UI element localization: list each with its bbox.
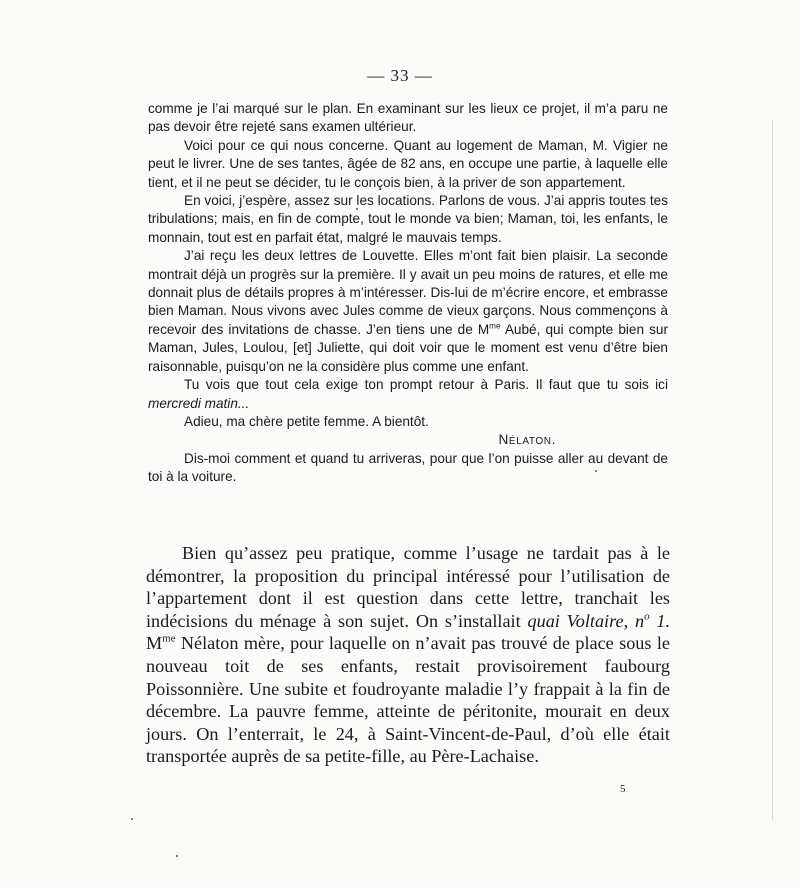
- letter-paragraph-4-start: J’ai reçu les deux lettres de Louvette. Elles m’ont fait bien plaisir. La seconde montrait déjà un progrès sur la première. Il y avait un peu moins de ratures, et elle me donnait plus de détails propres à m’intéresser. Dis-lui de m’écrire encore, et embrasse bien Maman. Nous vivons avec Jules comme de vieux garçons. Nous commençons à recevoir des invitations de chasse. J’en tiens une de M: [148, 248, 668, 337]
- signature-mark: 5: [620, 783, 626, 795]
- letter-postscript: Dis-moi comment et quand tu arriveras, pour que l’on puisse aller au devant de toi à la voiture.: [148, 450, 668, 485]
- scan-speck: [595, 470, 597, 472]
- letter-paragraph-5-emphasis: mercredi matin...: [148, 395, 250, 411]
- letter-paragraph-3: En voici, j’espère, assez sur les locations. Parlons de vous. J’ai appris toutes tes tribulations; mais, en fin de compte, tout le monde va bien; Maman, toi, les enfants, le monnain, tout est en parfait état, malgré le mauvais temps.: [148, 193, 668, 245]
- scan-speck: [176, 855, 178, 857]
- scan-speck: [356, 208, 358, 210]
- narrative-paragraph: [146, 542, 670, 768]
- superscript-o: o: [644, 610, 650, 623]
- letter-paragraph-4: [148, 247, 668, 376]
- quoted-letter: [148, 100, 668, 487]
- letter-paragraph-1: comme je l’ai marqué sur le plan. En examinant sur les lieux ce projet, il m’a paru ne pas devoir être rejeté sans examen ultérieur.: [148, 101, 668, 135]
- narrative-part-3: Nélaton mère, pour laquelle on n’avait pas trouvé de place sous le nouveau toit de ses enfants, restait provisoirement faubourg Poissonnière. Une subite et foudroyante maladie l’y frappait à la fin de décembre. La pauvre femme, atteinte de péritonite, mourait en deux jours. On l’enterrait, le 24, à Saint-Vincent-de-Paul, d’où elle était transportée auprès de sa petite-fille, au Père-Lachaise.: [146, 633, 670, 767]
- narrative-part-2: M: [146, 633, 163, 654]
- superscript-me: me: [489, 321, 501, 331]
- letter-signature: Nélaton.: [498, 432, 556, 448]
- scan-speck: [131, 818, 133, 820]
- page-number: — 33 —: [367, 66, 433, 85]
- narrative-text: [146, 542, 670, 768]
- letter-paragraph-6: Adieu, ma chère petite femme. A bientôt.: [184, 413, 429, 429]
- narrative-part-1: Bien qu’assez peu pratique, comme l’usage ne tardait pas à le démontrer, la proposition du principal intéressé pour l’utilisation de l’appartement dont il est question dans cette lettre, tranchait les indécisions du ménage à son sujet. On s’installait: [146, 543, 670, 631]
- letter-paragraph-5-text: Tu vois que tout cela exige ton prompt retour à Paris. Il faut que tu sois ici: [184, 377, 668, 393]
- scan-shadow-line: [772, 120, 773, 820]
- superscript-me-2: me: [162, 632, 176, 645]
- narrative-address-text: quai Voltaire, n: [527, 610, 645, 631]
- letter-paragraph-4-end: Aubé, qui compte bien sur Maman, Jules, Loulou, [et] Juliette, qui doit voir que le moment est venu d’être bien raisonnable, puisqu’on ne la considère plus comme une enfant.: [148, 321, 668, 374]
- letter-paragraph-5: [148, 376, 668, 413]
- letter-paragraph-2: Voici pour ce qui nous concerne. Quant au logement de Maman, M. Vigier ne peut le livrer. Une de ses tantes, âgée de 82 ans, en occupe une partie, à laquelle elle tient, et il ne peut se décider, tu le conçois bien, à la priver de son appartement.: [148, 137, 668, 190]
- narrative-address: [528, 611, 671, 631]
- narrative-address-number: 1.: [649, 610, 670, 631]
